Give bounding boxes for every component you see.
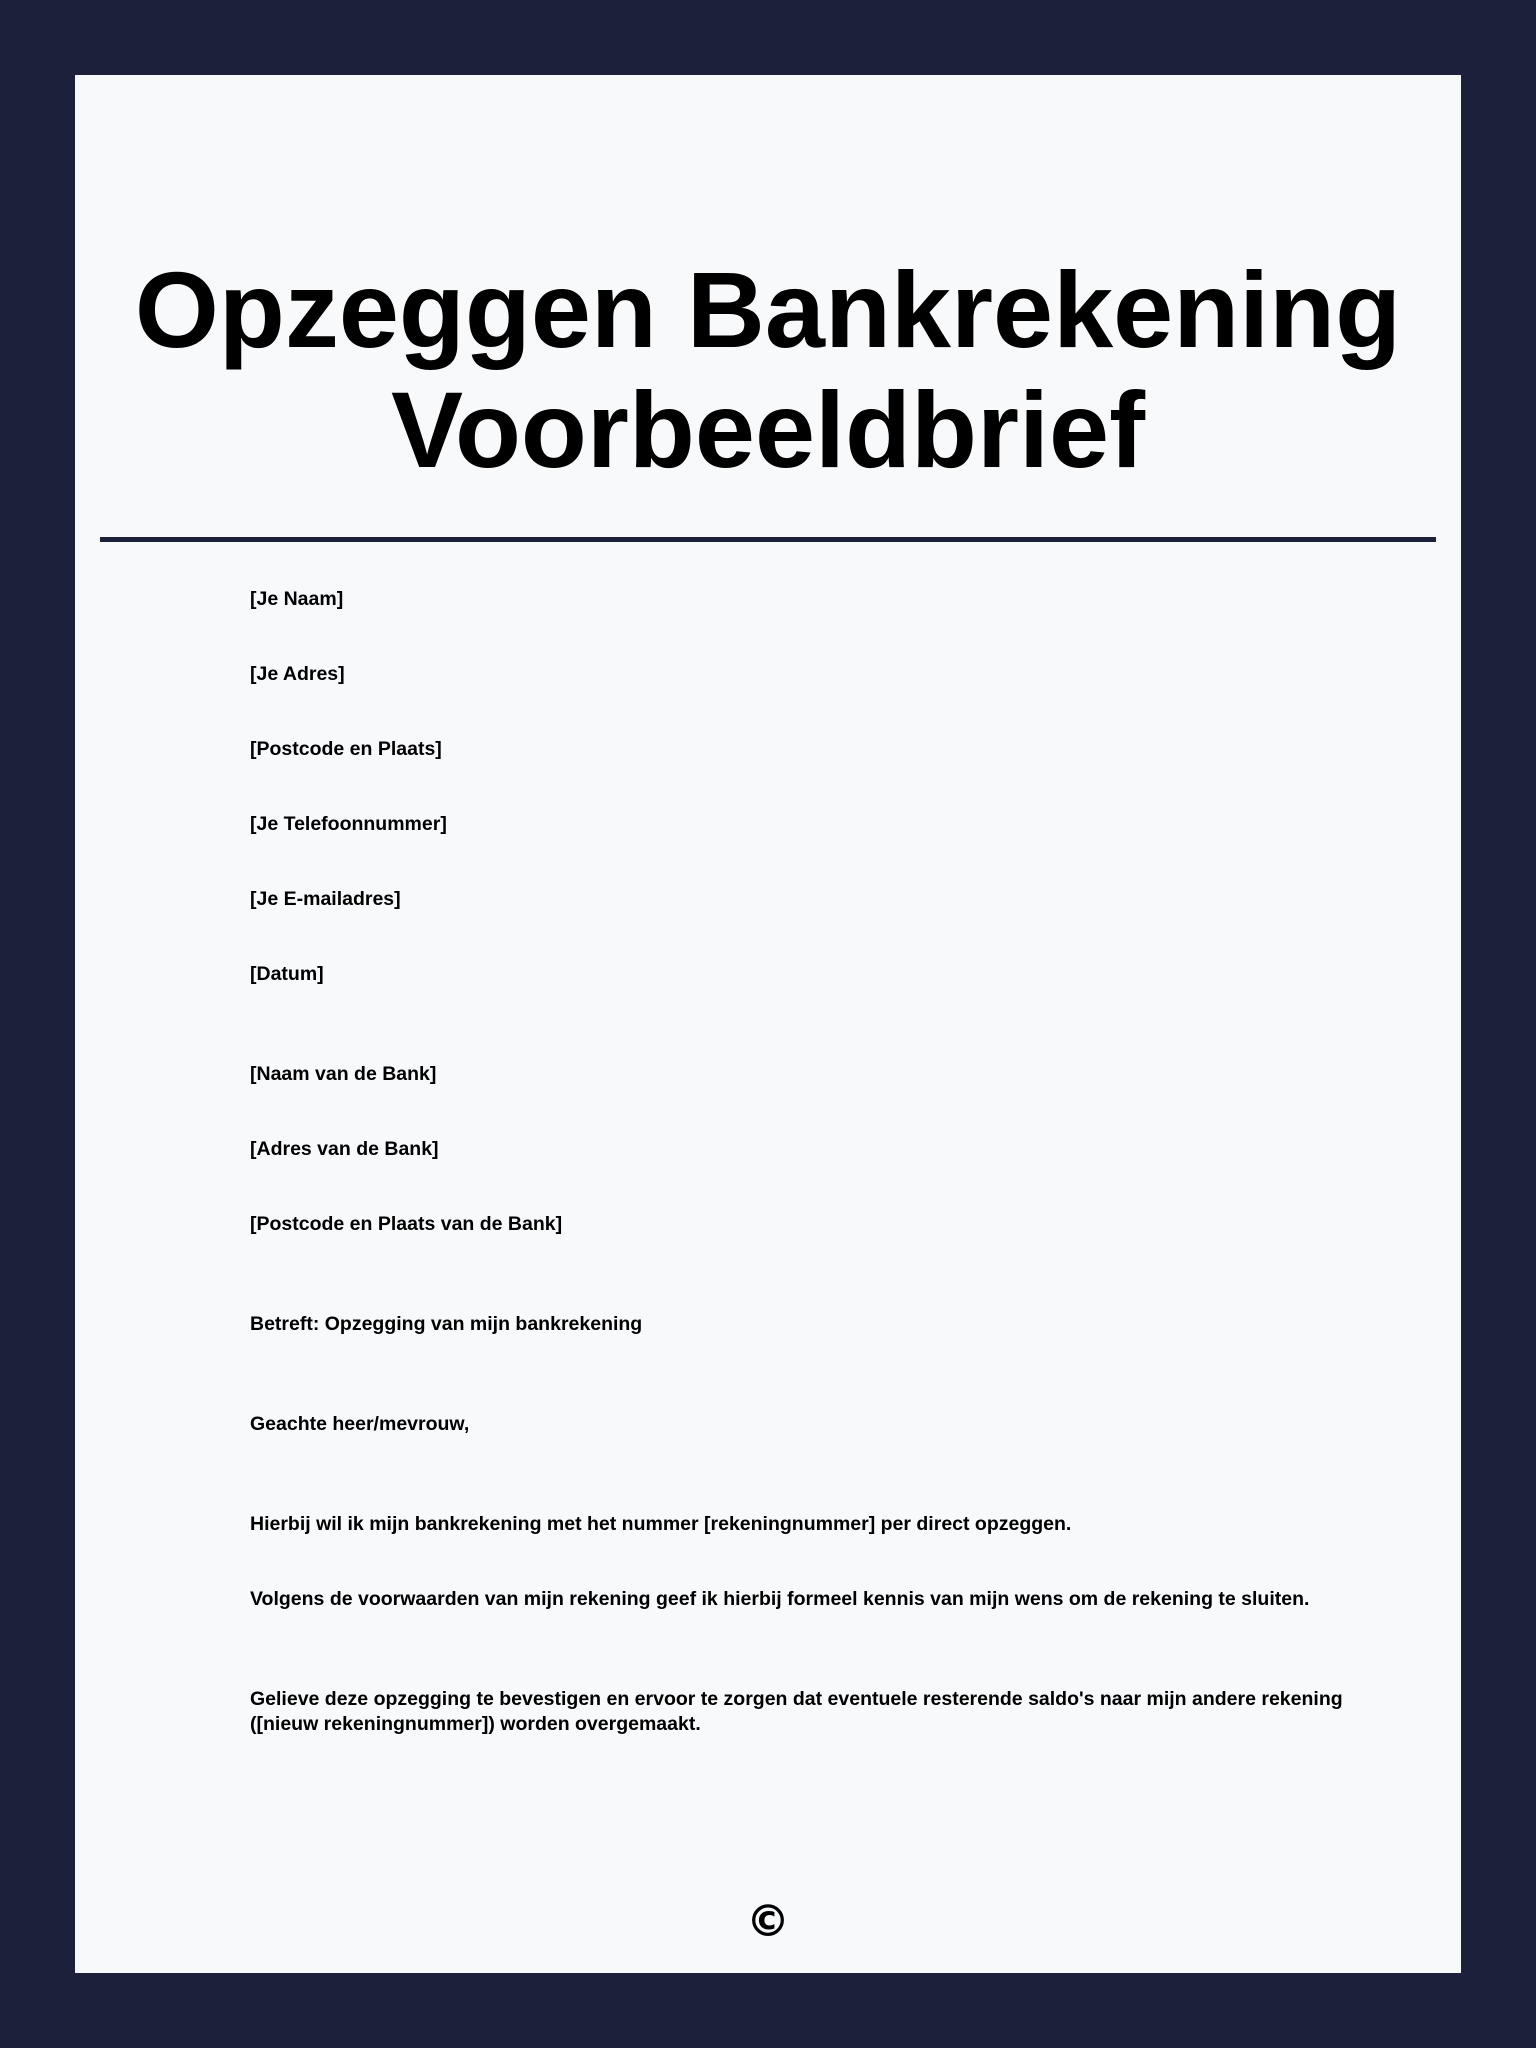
sender-phone: [Je Telefoonnummer] [250,813,447,835]
sender-address: [Je Adres] [250,663,345,685]
recipient-bank-name: [Naam van de Bank] [250,1063,437,1085]
letter-date: [Datum] [250,963,324,985]
document-title [75,250,1461,490]
recipient-bank-postal-city: [Postcode en Plaats van de Bank] [250,1213,563,1235]
letter-salutation: Geachte heer/mevrouw, [250,1413,470,1435]
title-line-2: Voorbeeldbrief [390,369,1146,490]
title-divider [100,537,1436,542]
sender-postal-city: [Postcode en Plaats] [250,738,442,760]
sender-name: [Je Naam] [250,588,344,610]
body-paragraph-3: Gelieve deze opzegging te bevestigen en ervoor te zorgen dat eventuele resterende saldo's naar mijn andere rekening ([nieuw rekeningnummer]) worden overgemaakt. [250,1688,1343,1735]
sender-email: [Je E-mailadres] [250,888,401,910]
letter-page [75,75,1461,1973]
copyright-icon: © [746,1896,790,1947]
title-line-1: Opzeggen Bankrekening [134,249,1402,370]
recipient-bank-address: [Adres van de Bank] [250,1138,439,1160]
body-paragraph-1: Hierbij wil ik mijn bankrekening met het nummer [rekeningnummer] per direct opzeggen. [250,1513,1072,1535]
body-paragraph-2: Volgens de voorwaarden van mijn rekening geef ik hierbij formeel kennis van mijn wens om de rekening te sluiten. [250,1588,1310,1610]
letter-subject: Betreft: Opzegging van mijn bankrekening [250,1313,643,1335]
